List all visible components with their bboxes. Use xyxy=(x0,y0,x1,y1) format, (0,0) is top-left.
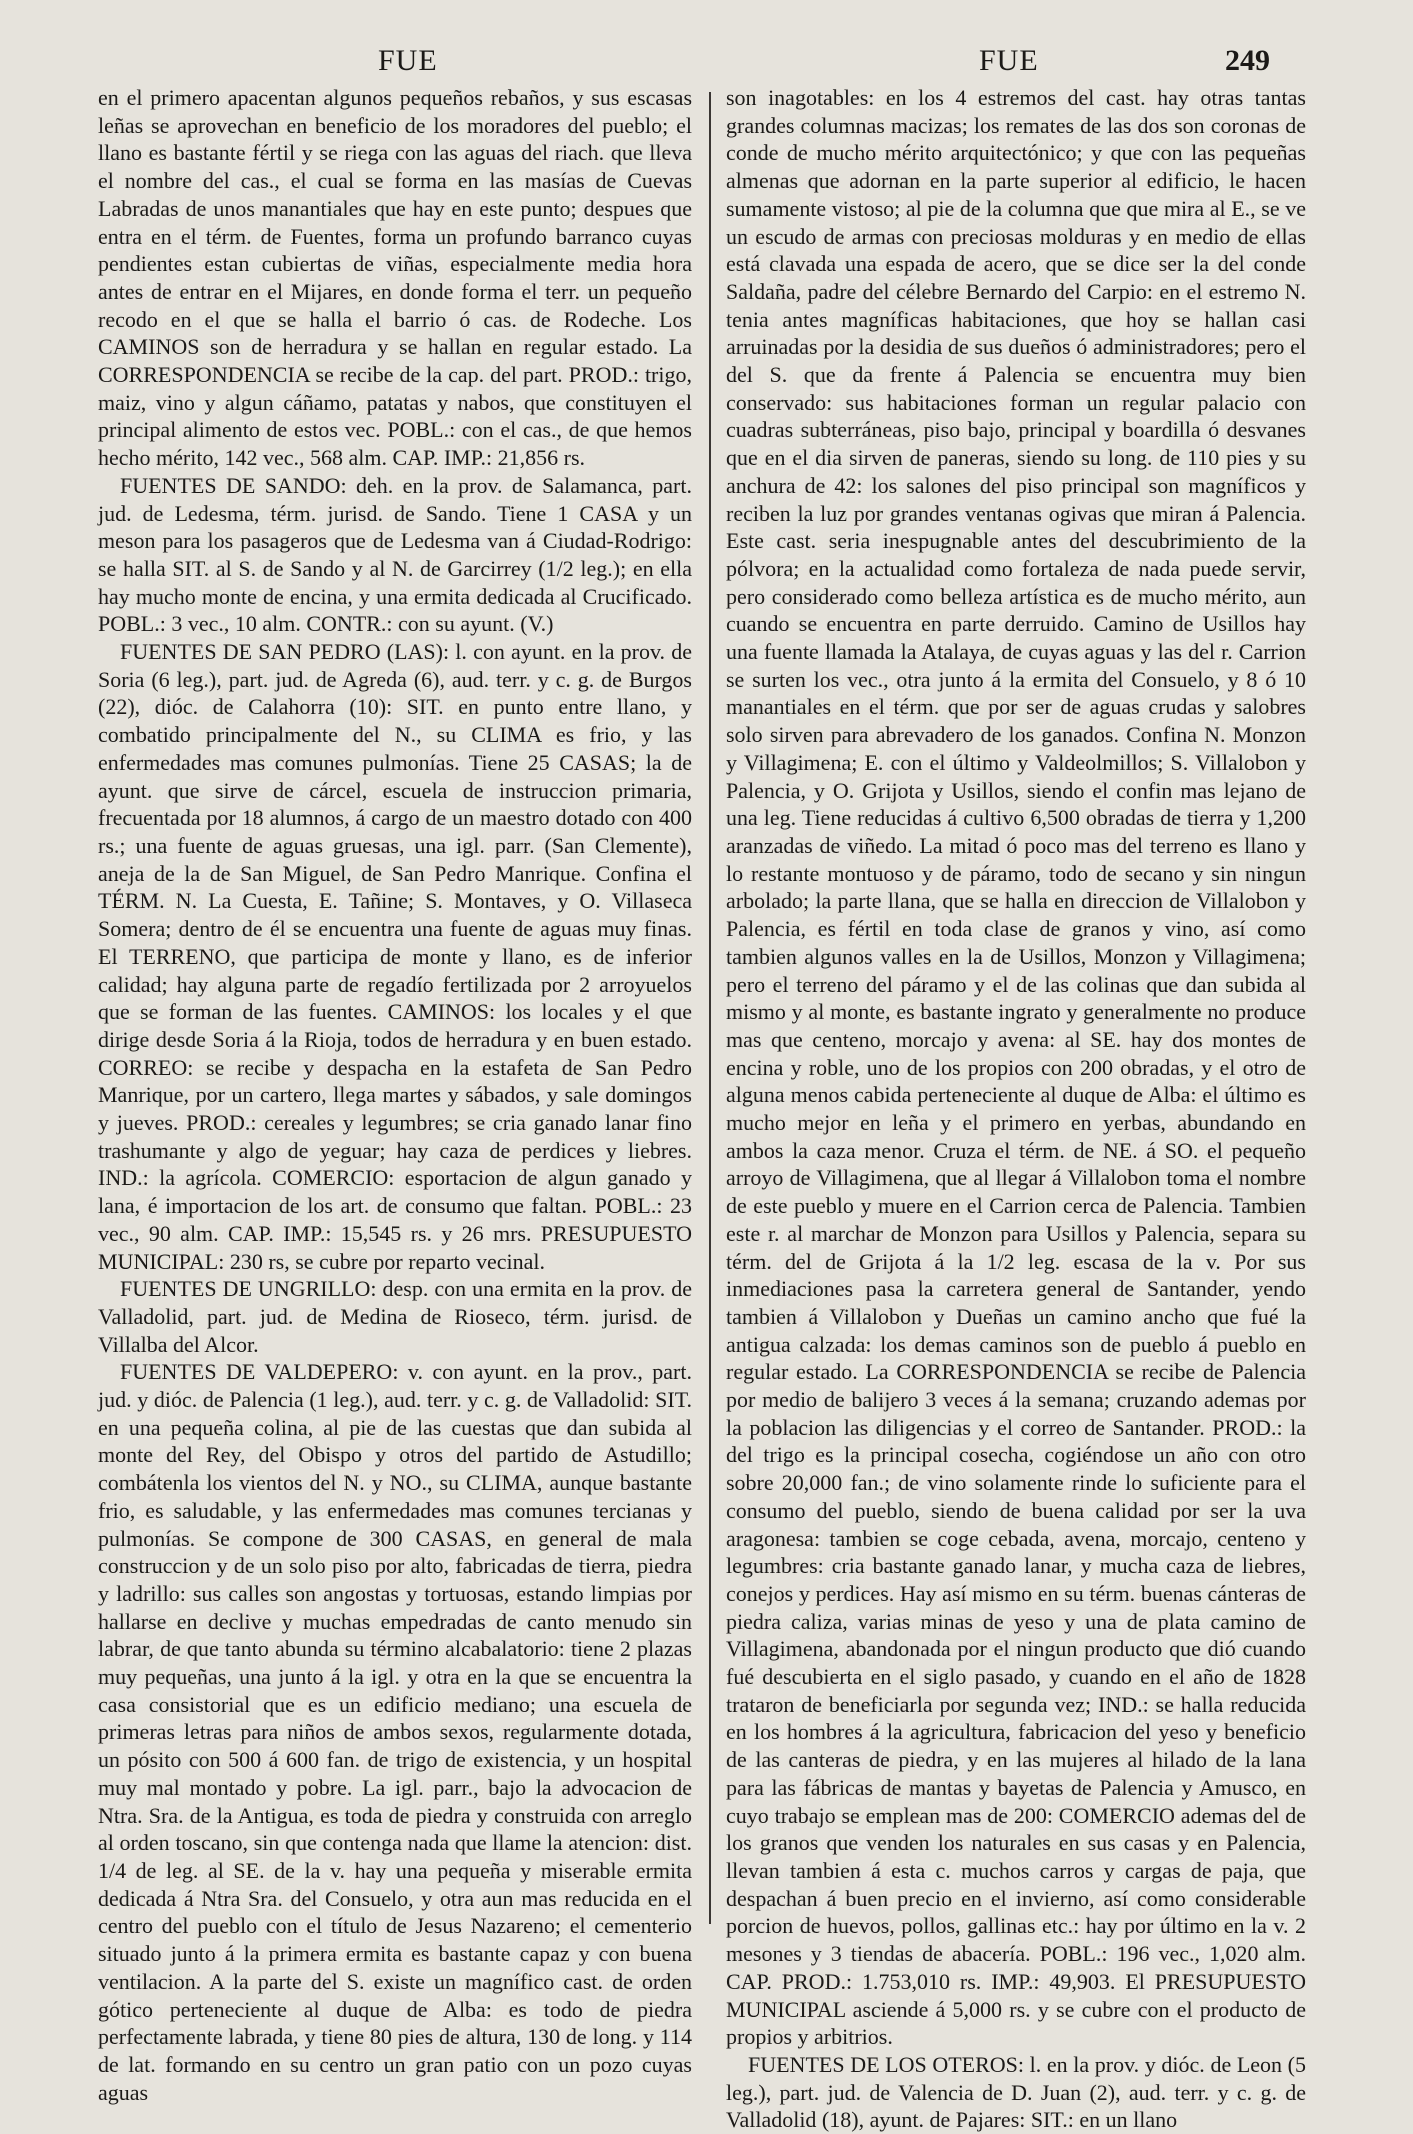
entry-fuentes-de-sando: FUENTES DE SANDO: deh. en la prov. de Salamanca, part. jud. de Ledesma, térm. jurisd. de Sando. Tiene 1 CASA y un meson para los pasageros que de Ledesma van á Ciudad-Rodrigo: se halla SIT. al S. de Sando y al N. de Garcirrey (1/2 leg.); en ella hay mucho monte de encina, y una ermita dedicada al Crucificado. POBL.: 3 vec., 10 alm. CONTR.: con su ayunt. (V.) xyxy=(98,472,692,637)
left-column xyxy=(98,84,692,2106)
right-column xyxy=(726,84,1306,2134)
entry-fuentes-de-valdepero: FUENTES DE VALDEPERO: v. con ayunt. en la prov., part. jud. y dióc. de Palencia (1 leg.), aud. terr. y c. g. de Valladolid: SIT. en una pequeña colina, al pie de las cuestas que dan subida al monte del Rey, del Obispo y otros del partido de Astudillo; combátenla los vientos del N. y NO., su CLIMA, aunque bastante frio, es saludable, y las enfermedades mas comunes tercianas y pulmonías. Se compone de 300 CASAS, en general de mala construccion y de un solo piso por alto, fabricadas de tierra, piedra y ladrillo: sus calles son angostas y tortuosas, estando limpias por hallarse en declive y muchas empedradas de canto menudo sin labrar, de que tanto abunda su término alcabalatorio: tiene 2 plazas muy pequeñas, una junto á la igl. y otra en la que se encuentra la casa consistorial que es un edificio mediano; una escuela de primeras letras para niños de ambos sexos, regularmente dotada, un pósito con 500 á 600 fan. de trigo de existencia, y un hospital muy mal montado y pobre. La igl. parr., bajo la advocacion de Ntra. Sra. de la Antigua, es toda de piedra y construida con arreglo al orden toscano, sin que contenga nada que llame la atencion: dist. 1/4 de leg. al SE. de la v. hay una pequeña y miserable ermita dedicada á Ntra Sra. del Consuelo, y otra aun mas reducida en el centro del pueblo con el título de Jesus Nazareno; el cementerio situado junto á la primera ermita es bastante capaz y con buena ventilacion. A la parte del S. existe un magnífico cast. de orden gótico perteneciente al duque de Alba: es todo de piedra perfectamente labrada, y tiene 80 pies de altura, 130 de long. y 114 de lat. formando en su centro un gran patio con un pozo cuyas aguas xyxy=(98,1359,692,2105)
left-running-head: FUE xyxy=(378,44,438,77)
right-running-head: FUE xyxy=(979,44,1039,77)
entry-fuentes-de-los-oteros: FUENTES DE LOS OTEROS: l. en la prov. y dióc. de Leon (5 leg.), part. jud. de Valencia de D. Juan (2), aud. terr. y c. g. de Valladolid (18), ayunt. de Pajares: SIT.: en un llano xyxy=(726,2051,1306,2133)
running-header xyxy=(0,44,1413,84)
paragraph-continuation: en el primero apacentan algunos pequeños rebaños, y sus escasas leñas se aprovechan en beneficio de los moradores del pueblo; el llano es bastante fértil y se riega con las aguas del riach. que lleva el nombre del cas., el cual se forma en las masías de Cuevas Labradas de unos manantiales que hay en este punto; despues que entra en el térm. de Fuentes, forma un profundo barranco cuyas pendientes estan cubiertas de viñas, especialmente media hora antes de entrar en el Mijares, en donde forma el terr. un pequeño recodo en el que se halla el barrio ó cas. de Rodeche. Los CAMINOS son de herradura y se hallan en regular estado. La CORRESPONDENCIA se recibe de la cap. del part. PROD.: trigo, maiz, vino y algun cáñamo, patatas y nabos, que constituyen el principal alimento de estos vec. POBL.: con el cas., de que hemos hecho mérito, 142 vec., 568 alm. CAP. IMP.: 21,856 rs. xyxy=(98,85,692,471)
column-divider xyxy=(709,92,711,1924)
entry-fuentes-de-ungrillo: FUENTES DE UNGRILLO: desp. con una ermita en la prov. de Valladolid, part. jud. de Medina de Rioseco, térm. jurisd. de Villalba del Alcor. xyxy=(98,1276,692,1357)
page-number: 249 xyxy=(1225,44,1270,77)
paragraph-continuation-right: son inagotables: en los 4 estremos del cast. hay otras tantas grandes columnas macizas; los remates de las dos son coronas de conde de mucho mérito arquitectónico; y que con las pequeñas almenas que adornan en la parte superior al edificio, le hacen sumamente vistoso; al pie de la columna que que mira al E., se ve un escudo de armas con preciosas molduras y en medio de ellas está clavada una espada de acero, que se dice ser la del conde Saldaña, padre del célebre Bernardo del Carpio: en el estremo N. tenia antes magníficas habitaciones, que hoy se hallan casi arruinadas por la desidia de sus dueños ó administradores; pero el del S. que da frente á Palencia se encuentra muy bien conservado: sus habitaciones forman un regular palacio con cuadras subterráneas, piso bajo, principal y boardilla ó desvanes que en el dia sirven de paneras, siendo su long. de 110 pies y su anchura de 42: los salones del piso principal son magníficos y reciben la luz por grandes ventanas ogivas que miran á Palencia. Este cast. seria inespugnable antes del descubrimiento de la pólvora; en la actualidad como fortaleza de nada puede servir, pero considerado como belleza artística es de mucho mérito, aun cuando se encuentra en parte derruido. Camino de Usillos hay una fuente llamada la Atalaya, de cuyas aguas y las del r. Carrion se surten los vec., otra junto á la ermita del Consuelo, y 8 ó 10 manantiales en el térm. que por ser de aguas crudas y salobres solo sirven para abrevadero de los ganados. Confina N. Monzon y Villagimena; E. con el último y Valdeolmillos; S. Villalobon y Palencia, y O. Grijota y Usillos, siendo el confin mas lejano de una leg. Tiene reducidas á cultivo 6,500 obradas de tierra y 1,200 aranzadas de viñedo. La mitad ó poco mas del terreno es llano y lo restante montuoso y de páramo, todo de secano y sin ningun arbolado; la parte llana, que se halla en direccion de Villalobon y Palencia, es fértil en toda clase de granos y vino, así como tambien algunos valles en la de Usillos, Monzon y Villagimena; pero el terreno del páramo y el de las colinas que dan subida al mismo y al monte, es bastante ingrato y generalmente no produce mas que centeno, morcajo y avena: al SE. hay dos montes de encina y roble, uno de los propios con 200 obradas, y el otro de alguna menos cabida perteneciente al duque de Alba: el último es mucho mejor en leña y el primero en yerbas, abundando en ambos la caza menor. Cruza el térm. de NE. á SO. el pequeño arroyo de Villagimena, que al llegar á Villalobon toma el nombre de este pueblo y muere en el Carrion cerca de Palencia. Tambien este r. al marchar de Monzon para Usillos y Palencia, separa su térm. del de Grijota á la 1/2 leg. escasa de la v. Por sus inmediaciones pasa la carretera general de Santander, yendo tambien á Villalobon y Dueñas un camino ancho que fué la antigua calzada: los demas caminos son de pueblo á pueblo en regular estado. La CORRESPONDENCIA se recibe de Palencia por medio de balijero 3 veces á la semana; cruzando ademas por la poblacion las diligencias y el correo de Santander. PROD.: la del trigo es la principal cosecha, cogiéndose un año con otro sobre 20,000 fan.; de vino solamente rinde lo suficiente para el consumo del pueblo, siendo de buena calidad por ser la uva aragonesa: tambien se coge cebada, avena, morcajo, centeno y legumbres: cria bastante ganado lanar, y mucha caza de liebres, conejos y perdices. Hay así mismo en su térm. buenas cánteras de piedra caliza, varias minas de yeso y una de plata camino de Villagimena, abandonada por el ningun producto que dió cuando fué descubierta en el siglo pasado, y cuando en el año de 1828 trataron de beneficiarla por segunda vez; IND.: se halla reducida en los hombres á la agricultura, fabricacion del yeso y beneficio de las canteras de piedra, y en las mujeres al hilado de la lana para las fábricas de mantas y bayetas de Palencia y Amusco, en cuyo trabajo se emplean mas de 200: COMERCIO ademas del de los granos que venden los naturales en sus casas y en Palencia, llevan tambien á esta c. muchos carros y cargas de paja, que despachan á buen precio en el invierno, así como considerable porcion de huevos, pollos, gallinas etc.: hay por último en la v. 2 mesones y 3 tiendas de abacería. POBL.: 196 vec., 1,020 alm. CAP. PROD.: 1.753,010 rs. IMP.: 49,903. El PRESUPUESTO MUNICIPAL asciende á 5,000 rs. y se cubre con el producto de propios y arbitrios. xyxy=(726,85,1306,2050)
entry-fuentes-de-san-pedro: FUENTES DE SAN PEDRO (LAS): l. con ayunt. en la prov. de Soria (6 leg.), part. jud. de Agreda (6), aud. terr. y c. g. de Burgos (22), dióc. de Calahorra (10): SIT. en punto entre llano, y combatido principalmente del N., su CLIMA es frio, y las enfermedades mas comunes pulmonías. Tiene 25 CASAS; la de ayunt. que sirve de cárcel, escuela de instruccion primaria, frecuentada por 18 alumnos, á cargo de un maestro dotado con 400 rs.; una fuente de aguas gruesas, una igl. parr. (San Clemente), aneja de la de San Miguel, de San Pedro Manrique. Confina el TÉRM. N. La Cuesta, E. Tañine; S. Montaves, y O. Villaseca Somera; dentro de él se encuentra una fuente de aguas muy finas. El TERRENO, que participa de monte y llano, es de inferior calidad; hay alguna parte de regadío fertilizada por 2 arroyuelos que se forman de las fuentes. CAMINOS: los locales y el que dirige desde Soria á la Rioja, todos de herradura y en buen estado. CORREO: se recibe y despacha en la estafeta de San Pedro Manrique, por un cartero, llega martes y sábados, y sale domingos y jueves. PROD.: cereales y legumbres; se cria ganado lanar fino trashumante y algo de yeguar; hay caza de perdices y liebres. IND.: la agrícola. COMERCIO: esportacion de algun ganado y lana, é importacion de los art. de consumo que faltan. POBL.: 23 vec., 90 alm. CAP. IMP.: 15,545 rs. y 26 mrs. PRESUPUESTO MUNICIPAL: 230 rs, se cubre por reparto vecinal. xyxy=(98,639,692,1274)
